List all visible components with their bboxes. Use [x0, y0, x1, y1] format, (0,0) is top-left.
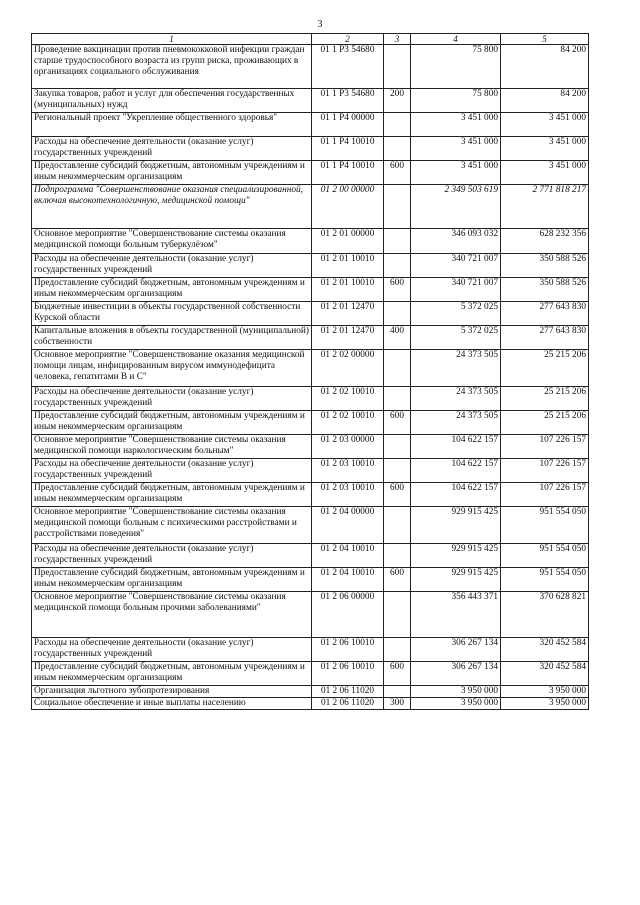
row-name-cell: Социальное обеспечение и иные выплаты населению	[32, 697, 312, 709]
row-amount-1-cell: 75 800	[411, 45, 501, 89]
row-code-cell: 01 2 04 10010	[312, 568, 384, 592]
table-row	[32, 302, 589, 326]
row-expense-type-cell	[384, 113, 411, 137]
row-amount-1-cell: 356 443 371	[411, 592, 501, 638]
row-amount-2-cell: 25 215 206	[501, 387, 589, 411]
row-expense-type-cell	[384, 137, 411, 161]
row-code-cell: 01 2 03 00000	[312, 435, 384, 459]
table-row	[32, 662, 589, 686]
row-amount-2-cell: 107 226 157	[501, 459, 589, 483]
row-code-cell: 01 2 00 00000	[312, 185, 384, 229]
row-amount-2-cell: 25 215 206	[501, 350, 589, 387]
row-name-cell: Проведение вакцинации против пневмококковой инфекции граждан старше трудоспособного возраста из групп риска, проживающих в организациях социального обслуживания	[32, 45, 312, 89]
row-code-cell: 01 2 02 00000	[312, 350, 384, 387]
row-name-cell: Расходы на обеспечение деятельности (оказание услуг) государственных учреждений	[32, 638, 312, 662]
row-code-cell: 01 2 04 10010	[312, 544, 384, 568]
row-code-cell: 01 2 01 12470	[312, 326, 384, 350]
table-body	[32, 45, 589, 710]
row-amount-2-cell: 951 554 050	[501, 507, 589, 544]
page-number: 3	[317, 19, 323, 30]
row-code-cell: 01 2 06 11020	[312, 686, 384, 698]
row-amount-2-cell: 277 643 830	[501, 326, 589, 350]
row-code-cell: 01 2 03 10010	[312, 459, 384, 483]
table-row	[32, 638, 589, 662]
row-amount-1-cell: 3 451 000	[411, 161, 501, 185]
table-row	[32, 113, 589, 137]
row-amount-1-cell: 306 267 134	[411, 662, 501, 686]
row-code-cell: 01 2 04 00000	[312, 507, 384, 544]
table-row	[32, 544, 589, 568]
row-amount-2-cell: 350 588 526	[501, 278, 589, 302]
table-row	[32, 592, 589, 638]
row-name-cell: Расходы на обеспечение деятельности (оказание услуг) государственных учреждений	[32, 459, 312, 483]
column-header-code: 2	[312, 34, 384, 45]
row-amount-2-cell: 277 643 830	[501, 302, 589, 326]
table-row	[32, 483, 589, 507]
table-header-row	[32, 34, 589, 45]
table-row	[32, 229, 589, 254]
row-code-cell: 01 2 06 10010	[312, 638, 384, 662]
row-amount-2-cell: 3 950 000	[501, 686, 589, 698]
row-amount-1-cell: 104 622 157	[411, 435, 501, 459]
row-name-cell: Основное мероприятие "Совершенствование системы оказания медицинской помощи наркологическим больным"	[32, 435, 312, 459]
row-amount-1-cell: 75 800	[411, 89, 501, 113]
table-row	[32, 45, 589, 89]
row-code-cell: 01 2 06 00000	[312, 592, 384, 638]
row-code-cell: 01 2 06 11020	[312, 697, 384, 709]
row-amount-2-cell: 25 215 206	[501, 411, 589, 435]
row-amount-2-cell: 2 771 818 217	[501, 185, 589, 229]
row-name-cell: Расходы на обеспечение деятельности (оказание услуг) государственных учреждений	[32, 254, 312, 278]
row-expense-type-cell	[384, 638, 411, 662]
row-amount-2-cell: 3 950 000	[501, 697, 589, 709]
row-amount-1-cell: 5 372 025	[411, 302, 501, 326]
table-row	[32, 326, 589, 350]
row-amount-2-cell: 370 628 821	[501, 592, 589, 638]
table-row	[32, 697, 589, 709]
row-amount-2-cell: 350 588 526	[501, 254, 589, 278]
row-expense-type-cell: 600	[384, 278, 411, 302]
row-expense-type-cell: 600	[384, 483, 411, 507]
row-name-cell: Расходы на обеспечение деятельности (оказание услуг) государственных учреждений	[32, 544, 312, 568]
row-expense-type-cell	[384, 459, 411, 483]
table-row	[32, 387, 589, 411]
row-expense-type-cell	[384, 544, 411, 568]
row-expense-type-cell	[384, 229, 411, 254]
row-expense-type-cell	[384, 45, 411, 89]
row-amount-1-cell: 346 093 032	[411, 229, 501, 254]
row-name-cell: Закупка товаров, работ и услуг для обеспечения государственных (муниципальных) нужд	[32, 89, 312, 113]
row-name-cell: Региональный проект "Укрепление общественного здоровья"	[32, 113, 312, 137]
row-expense-type-cell	[384, 507, 411, 544]
row-name-cell: Организация льготного зубопротезирования	[32, 686, 312, 698]
table-row	[32, 686, 589, 698]
table-row	[32, 435, 589, 459]
table-row	[32, 411, 589, 435]
row-name-cell: Предоставление субсидий бюджетным, автономным учреждениям и иным некоммерческим организациям	[32, 662, 312, 686]
row-expense-type-cell: 600	[384, 161, 411, 185]
row-amount-1-cell: 3 950 000	[411, 686, 501, 698]
row-expense-type-cell: 600	[384, 568, 411, 592]
row-amount-2-cell: 3 451 000	[501, 161, 589, 185]
row-name-cell: Предоставление субсидий бюджетным, автономным учреждениям и иным некоммерческим организациям	[32, 411, 312, 435]
table-row	[32, 459, 589, 483]
row-name-cell: Основное мероприятие "Совершенствование системы оказания медицинской помощи больным с психическими расстройствами и расстройствами поведения"	[32, 507, 312, 544]
row-amount-1-cell: 2 349 503 619	[411, 185, 501, 229]
row-code-cell: 01 2 03 10010	[312, 483, 384, 507]
row-amount-1-cell: 929 915 425	[411, 507, 501, 544]
row-amount-1-cell: 340 721 007	[411, 278, 501, 302]
table-row	[32, 89, 589, 113]
row-name-cell: Основное мероприятие "Совершенствование системы оказания медицинской помощи больным туберкулёзом"	[32, 229, 312, 254]
row-name-cell: Основное мероприятие "Совершенствование оказания медицинской помощи лицам, инфицированным вирусом иммунодефицита человека, гепатитами В и С"	[32, 350, 312, 387]
row-code-cell: 01 2 01 00000	[312, 229, 384, 254]
row-expense-type-cell: 200	[384, 89, 411, 113]
row-amount-2-cell: 3 451 000	[501, 137, 589, 161]
column-header-amount-1: 4	[411, 34, 501, 45]
row-amount-1-cell: 5 372 025	[411, 326, 501, 350]
row-expense-type-cell: 300	[384, 697, 411, 709]
row-code-cell: 01 2 01 12470	[312, 302, 384, 326]
row-code-cell: 01 1 P4 00000	[312, 113, 384, 137]
row-expense-type-cell	[384, 254, 411, 278]
row-amount-1-cell: 104 622 157	[411, 459, 501, 483]
column-header-expense-type: 3	[384, 34, 411, 45]
row-amount-1-cell: 929 915 425	[411, 568, 501, 592]
row-amount-2-cell: 84 200	[501, 89, 589, 113]
row-amount-2-cell: 3 451 000	[501, 113, 589, 137]
row-expense-type-cell: 600	[384, 662, 411, 686]
row-code-cell: 01 2 02 10010	[312, 411, 384, 435]
row-amount-1-cell: 3 451 000	[411, 113, 501, 137]
table-row	[32, 137, 589, 161]
row-amount-1-cell: 340 721 007	[411, 254, 501, 278]
row-code-cell: 01 1 P3 54680	[312, 45, 384, 89]
table-row	[32, 278, 589, 302]
row-amount-2-cell: 951 554 050	[501, 544, 589, 568]
row-amount-1-cell: 24 373 505	[411, 350, 501, 387]
row-amount-1-cell: 3 950 000	[411, 697, 501, 709]
row-amount-1-cell: 306 267 134	[411, 638, 501, 662]
row-expense-type-cell	[384, 302, 411, 326]
row-amount-2-cell: 951 554 050	[501, 568, 589, 592]
table-row	[32, 254, 589, 278]
column-header-name: 1	[32, 34, 312, 45]
row-expense-type-cell: 400	[384, 326, 411, 350]
row-code-cell: 01 1 P4 10010	[312, 161, 384, 185]
row-amount-2-cell: 84 200	[501, 45, 589, 89]
row-code-cell: 01 2 06 10010	[312, 662, 384, 686]
table-row	[32, 568, 589, 592]
row-code-cell: 01 2 02 10010	[312, 387, 384, 411]
table-row	[32, 507, 589, 544]
row-name-cell: Основное мероприятие "Совершенствование системы оказания медицинской помощи больным прочими заболеваниями"	[32, 592, 312, 638]
row-amount-1-cell: 24 373 505	[411, 387, 501, 411]
row-amount-1-cell: 104 622 157	[411, 483, 501, 507]
table-row	[32, 185, 589, 229]
row-name-cell: Предоставление субсидий бюджетным, автономным учреждениям и иным некоммерческим организациям	[32, 483, 312, 507]
row-amount-2-cell: 107 226 157	[501, 483, 589, 507]
row-code-cell: 01 1 P3 54680	[312, 89, 384, 113]
row-name-cell: Расходы на обеспечение деятельности (оказание услуг) государственных учреждений	[32, 137, 312, 161]
row-amount-1-cell: 929 915 425	[411, 544, 501, 568]
budget-allocation-table	[31, 33, 589, 710]
row-expense-type-cell	[384, 387, 411, 411]
table-row	[32, 161, 589, 185]
row-name-cell: Бюджетные инвестиции в объекты государственной собственности Курской области	[32, 302, 312, 326]
row-name-cell: Предоставление субсидий бюджетным, автономным учреждениям и иным некоммерческим организациям	[32, 278, 312, 302]
row-code-cell: 01 2 01 10010	[312, 254, 384, 278]
row-expense-type-cell: 600	[384, 411, 411, 435]
row-name-cell: Капитальные вложения в объекты государственной (муниципальной) собственности	[32, 326, 312, 350]
row-amount-2-cell: 320 452 584	[501, 638, 589, 662]
column-header-amount-2: 5	[501, 34, 589, 45]
row-expense-type-cell	[384, 435, 411, 459]
row-name-cell: Расходы на обеспечение деятельности (оказание услуг) государственных учреждений	[32, 387, 312, 411]
row-code-cell: 01 1 P4 10010	[312, 137, 384, 161]
table-row	[32, 350, 589, 387]
row-expense-type-cell	[384, 592, 411, 638]
row-name-cell: Предоставление субсидий бюджетным, автономным учреждениям и иным некоммерческим организациям	[32, 568, 312, 592]
row-amount-1-cell: 3 451 000	[411, 137, 501, 161]
row-amount-2-cell: 628 232 356	[501, 229, 589, 254]
row-expense-type-cell	[384, 350, 411, 387]
row-name-cell: Подпрограмма "Совершенствование оказания специализированной, включая высокотехнологичную, медицинской помощи"	[32, 185, 312, 229]
row-expense-type-cell	[384, 185, 411, 229]
row-name-cell: Предоставление субсидий бюджетным, автономным учреждениям и иным некоммерческим организациям	[32, 161, 312, 185]
row-amount-2-cell: 320 452 584	[501, 662, 589, 686]
row-code-cell: 01 2 01 10010	[312, 278, 384, 302]
row-amount-2-cell: 107 226 157	[501, 435, 589, 459]
row-amount-1-cell: 24 373 505	[411, 411, 501, 435]
row-expense-type-cell	[384, 686, 411, 698]
